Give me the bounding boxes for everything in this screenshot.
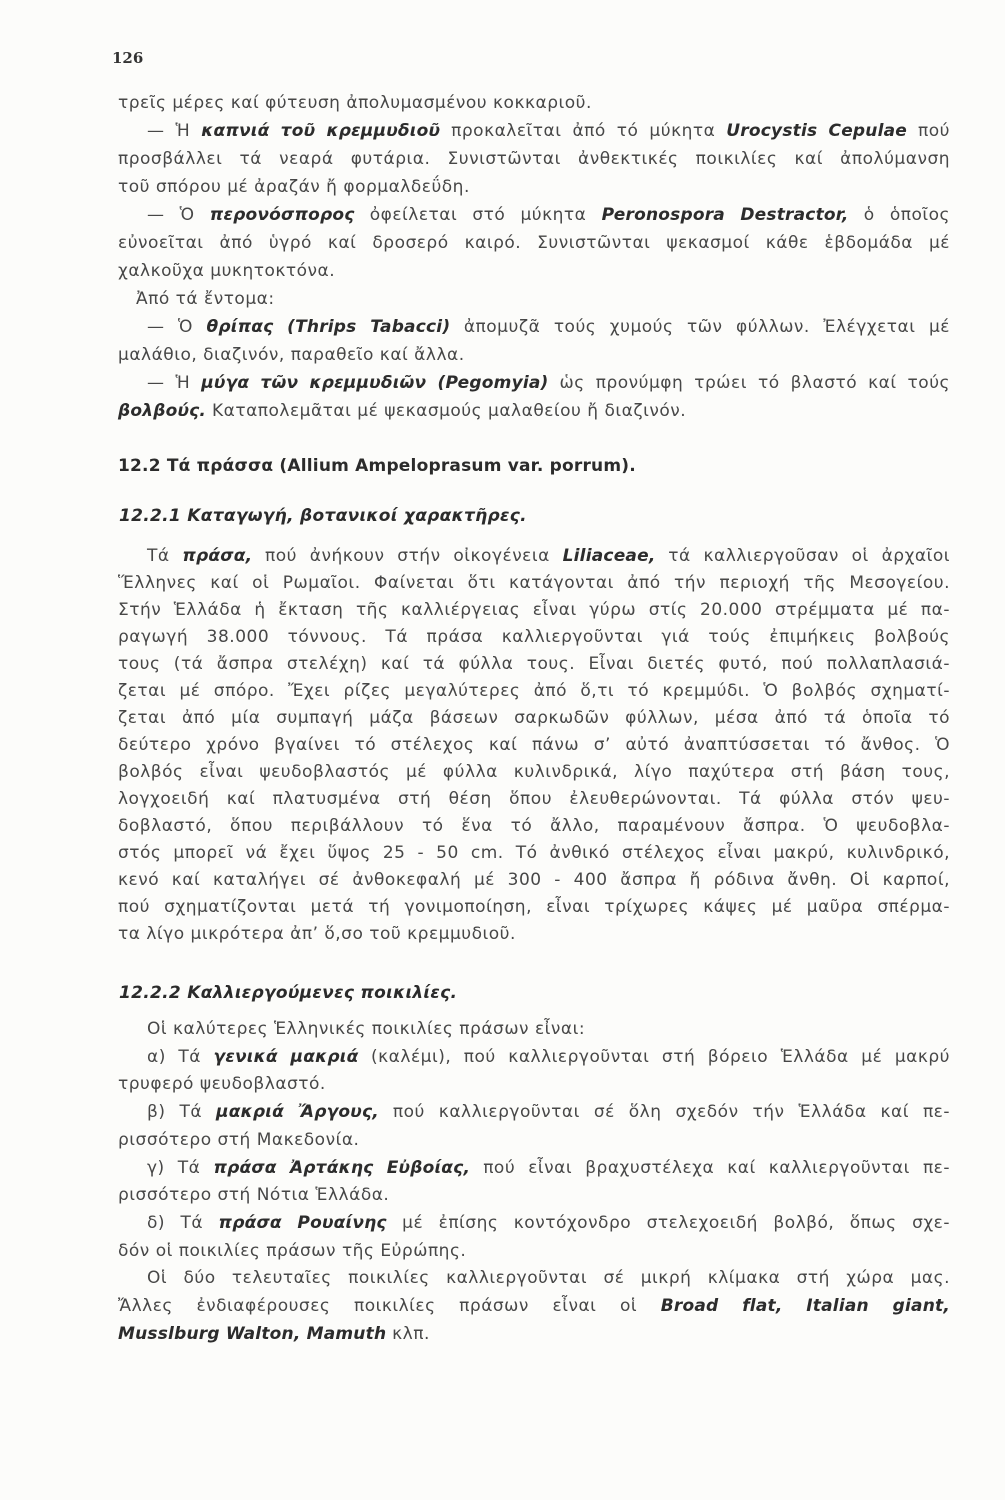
emphasized-term: πράσα Ρουαίνης	[218, 1212, 387, 1233]
origin-text-line	[118, 894, 950, 921]
pest-text-line	[118, 201, 950, 229]
text-run: δεύτερο χρόνο βγαίνει τό στέλεχος καί πάνω σ’ αὐτό ἀναπτύσσεται τό ἄνθος. Ὁ	[118, 735, 950, 755]
text-run: πού ἀνήκουν στήν οἰκογένεια	[252, 546, 563, 566]
pest-text-line	[118, 285, 950, 313]
text-run: προκαλεῖται ἀπό τό μύκητα	[440, 121, 727, 141]
text-run: Οἱ καλύτερες Ἑλληνικές ποικιλίες πράσων εἶναι:	[147, 1019, 586, 1039]
text-run: πού καλλιεργοῦνται σέ ὅλη σχεδόν τήν Ἑλλάδα καί πε-	[378, 1102, 951, 1123]
variety-text-line	[118, 1321, 950, 1349]
section-heading: 12.2 Τά πράσσα (Allium Ampeloprasum var. porrum).	[118, 456, 636, 476]
pest-text-line	[118, 369, 950, 397]
emphasized-term: Peronospora Destractor,	[601, 205, 849, 225]
origin-text-line	[118, 543, 950, 570]
pest-text-line	[118, 313, 950, 341]
text-run: δοβλαστό, ὅπου περιβάλλουν τό ἕνα τό ἄλλο, παραμένουν ἄσπρα. Ὁ ψευδοβλα-	[118, 816, 950, 836]
text-run: ὡς προνύμφη τρώει τό βλαστό καί τούς	[548, 373, 951, 393]
text-run: — Ὁ	[147, 205, 210, 225]
pest-text-line	[118, 89, 950, 117]
emphasized-term: μακριά Ἄργους,	[216, 1102, 379, 1123]
origin-text-line	[118, 651, 950, 678]
variety-text-line	[118, 1265, 950, 1293]
text-run: (καλέμι), πού καλλιεργοῦνται στή βόρειο Ἑλλάδα μέ μακρύ	[358, 1046, 951, 1067]
text-run: Ἀπό τά ἔντομα:	[136, 289, 275, 309]
variety-text-line	[118, 1210, 950, 1238]
pest-text-line	[118, 397, 950, 425]
text-run: Ἄλλες ἐνδιαφέρουσες ποικιλίες πράσων εἶναι οἱ	[118, 1296, 661, 1317]
text-run: τοῦ σπόρου μέ ἀραζάν ἤ φορμαλδεΰδη.	[118, 177, 470, 197]
text-run: Τά	[147, 546, 183, 566]
text-run: Οἱ δύο τελευταῖες ποικιλίες καλλιεργοῦνται σέ μικρή κλίμακα στή χώρα μας.	[147, 1268, 950, 1289]
text-run: προσβάλλει τά νεαρά φυτάρια. Συνιστῶνται ἀνθεκτικές ποικιλίες καί ἀπολύμανση	[118, 149, 950, 169]
pest-text-line	[118, 117, 950, 145]
origin-text-line	[118, 597, 950, 624]
text-run: κενό καί καταλήγει σέ ἀνθοκεφαλή μέ 300 - 400 ἄσπρα ἤ ρόδινα ἄνθη. Οἱ καρποί,	[118, 870, 950, 890]
emphasized-term: Musslburg Walton, Mamuth	[118, 1323, 387, 1344]
text-run: ζεται μέ σπόρο. Ἔχει ρίζες μεγαλύτερες ἀπό ὅ,τι τό κρεμμύδι. Ὁ βολβός σχηματί-	[118, 681, 950, 701]
text-run: δ) Τά	[147, 1212, 219, 1233]
origin-text-line	[118, 705, 950, 732]
emphasized-term: πράσα,	[182, 546, 253, 566]
origin-section	[118, 543, 950, 948]
pest-control-section	[118, 89, 950, 425]
subsection-heading-origin: 12.2.1 Καταγωγή, βοτανικοί χαρακτῆρες.	[119, 506, 527, 526]
text-run: στός μπορεῖ νά ἔχει ὕψος 25 - 50 cm. Τό ἀνθικό στέλεχος εἶναι μακρύ, κυλινδρικό,	[118, 843, 950, 863]
text-run: βολβός εἶναι ψευδοβλαστός μέ φύλλα κυλινδρικά, λίγο παχύτερα στή βάση τους,	[118, 762, 950, 782]
text-run: λογχοειδή καί πλατυσμένα στή θέση ὅπου ἐλευθερώνονται. Τά φύλλα στόν ψευ-	[118, 789, 950, 809]
text-run: ὀφείλεται στό μύκητα	[354, 205, 602, 225]
text-run: — Ὁ	[147, 317, 207, 337]
variety-text-line	[118, 1071, 950, 1099]
text-run: ζεται ἀπό μία συμπαγή μάζα βάσεων σαρκωδῶν φύλλων, μέσα ἀπό τά ὁποῖα τό	[118, 708, 950, 728]
text-run: γ) Τά	[147, 1157, 214, 1178]
origin-text-line	[118, 678, 950, 705]
text-run: εὐνοεῖται ἀπό ὑγρό καί δροσερό καιρό. Συνιστῶνται ψεκασμοί κάθε ἑβδομάδα μέ	[118, 233, 950, 253]
text-run: — Ἡ	[147, 373, 202, 393]
origin-text-line	[118, 921, 950, 948]
origin-text-line	[118, 840, 950, 867]
text-run: ραγωγή 38.000 τόννους. Τά πράσα καλλιεργοῦνται γιά τούς ἐπιμήκεις βολβούς	[118, 627, 950, 647]
emphasized-term: βολβούς.	[118, 401, 207, 421]
emphasized-term: θρίπας (Thrips Tabacci)	[206, 317, 451, 337]
variety-text-line	[118, 1182, 950, 1210]
origin-text-line	[118, 759, 950, 786]
text-run: ἀπομυζᾶ τούς χυμούς τῶν φύλλων. Ἐλέγχεται μέ	[450, 317, 950, 337]
text-run: α) Τά	[147, 1046, 214, 1067]
pest-text-line	[118, 229, 950, 257]
emphasized-term: Broad flat, Italian giant,	[660, 1296, 950, 1317]
variety-text-line	[118, 1016, 950, 1044]
text-run: μαλάθιο, διαζινόν, παραθεῖο καί ἄλλα.	[118, 345, 465, 365]
text-run: τους (τά ἄσπρα στελέχη) καί τά φύλλα τους. Εἶναι διετές φυτό, πού πολλαπλασιά-	[118, 654, 950, 674]
pest-text-line	[118, 341, 950, 369]
text-run: Ἕλληνες καί οἱ Ρωμαῖοι. Φαίνεται ὅτι κατάγονται ἀπό τήν περιοχή τῆς Μεσογείου.	[118, 573, 950, 593]
text-run: χαλκοῦχα μυκητοκτόνα.	[118, 261, 336, 281]
emphasized-term: μύγα τῶν κρεμμυδιῶν (Pegomyia)	[201, 373, 549, 393]
text-run: ὁ ὁποῖος	[848, 205, 950, 225]
emphasized-term: πράσα Ἀρτάκης Εὐβοίας,	[213, 1157, 471, 1178]
text-run: μέ ἐπίσης κοντόχονδρο στελεχοειδή βολβό, ὅπως σχε-	[386, 1212, 950, 1233]
origin-text-line	[118, 624, 950, 651]
text-run: πού σχηματίζονται μετά τή γονιμοποίηση, εἶναι τρίχωρες κάψες μέ μαῦρα σπέρμα-	[118, 897, 950, 917]
text-run: τρυφερό ψευδοβλαστό.	[118, 1074, 326, 1095]
text-run: τα λίγο μικρότερα ἀπ’ ὅ,σο τοῦ κρεμμυδιοῦ.	[118, 924, 516, 944]
origin-text-line	[118, 570, 950, 597]
variety-text-line	[118, 1099, 950, 1127]
variety-text-line	[118, 1155, 950, 1183]
emphasized-term: γενικά μακριά	[213, 1046, 359, 1067]
pest-text-line	[118, 257, 950, 285]
origin-text-line	[118, 867, 950, 894]
text-run: β) Τά	[147, 1102, 217, 1123]
page-number: 126	[112, 49, 144, 67]
variety-text-line	[118, 1044, 950, 1072]
text-run: Καταπολεμᾶται μέ ψεκασμούς μαλαθείου ἤ διαζινόν.	[206, 401, 687, 421]
text-run: — Ἡ	[147, 121, 202, 141]
text-run: κλπ.	[386, 1323, 430, 1344]
text-run: ρισσότερο στή Νότια Ἑλλάδα.	[118, 1185, 390, 1206]
text-run: Στήν Ἑλλάδα ἡ ἔκταση τῆς καλλιέργειας εἶναι γύρω στίς 20.000 στρέμματα μέ πα-	[118, 600, 950, 620]
text-run: ρισσότερο στή Μακεδονία.	[118, 1129, 360, 1150]
emphasized-term: καπνιά τοῦ κρεμμυδιοῦ	[201, 121, 441, 141]
emphasized-term: περονόσπορος	[209, 205, 355, 225]
variety-text-line	[118, 1127, 950, 1155]
text-run: τά καλλιεργοῦσαν οἱ ἀρχαῖοι	[655, 546, 950, 566]
pest-text-line	[118, 173, 950, 201]
subsection-heading-varieties: 12.2.2 Καλλιεργούμενες ποικιλίες.	[119, 983, 458, 1003]
origin-text-line	[118, 786, 950, 813]
origin-text-line	[118, 732, 950, 759]
varieties-section	[118, 1016, 950, 1348]
text-run: δόν οἱ ποικιλίες πράσων τῆς Εὐρώπης.	[118, 1240, 467, 1261]
text-run: πού εἶναι βραχυστέλεχα καί καλλιεργοῦνται πε-	[470, 1157, 951, 1178]
emphasized-term: Urocystis Cepulae	[726, 121, 908, 141]
variety-text-line	[118, 1293, 950, 1321]
variety-text-line	[118, 1238, 950, 1266]
emphasized-term: Liliaceae,	[562, 546, 656, 566]
text-run: πού	[907, 121, 950, 141]
pest-text-line	[118, 145, 950, 173]
text-run: τρεῖς μέρες καί φύτευση ἀπολυμασμένου κοκκαριοῦ.	[118, 93, 592, 113]
origin-text-line	[118, 813, 950, 840]
